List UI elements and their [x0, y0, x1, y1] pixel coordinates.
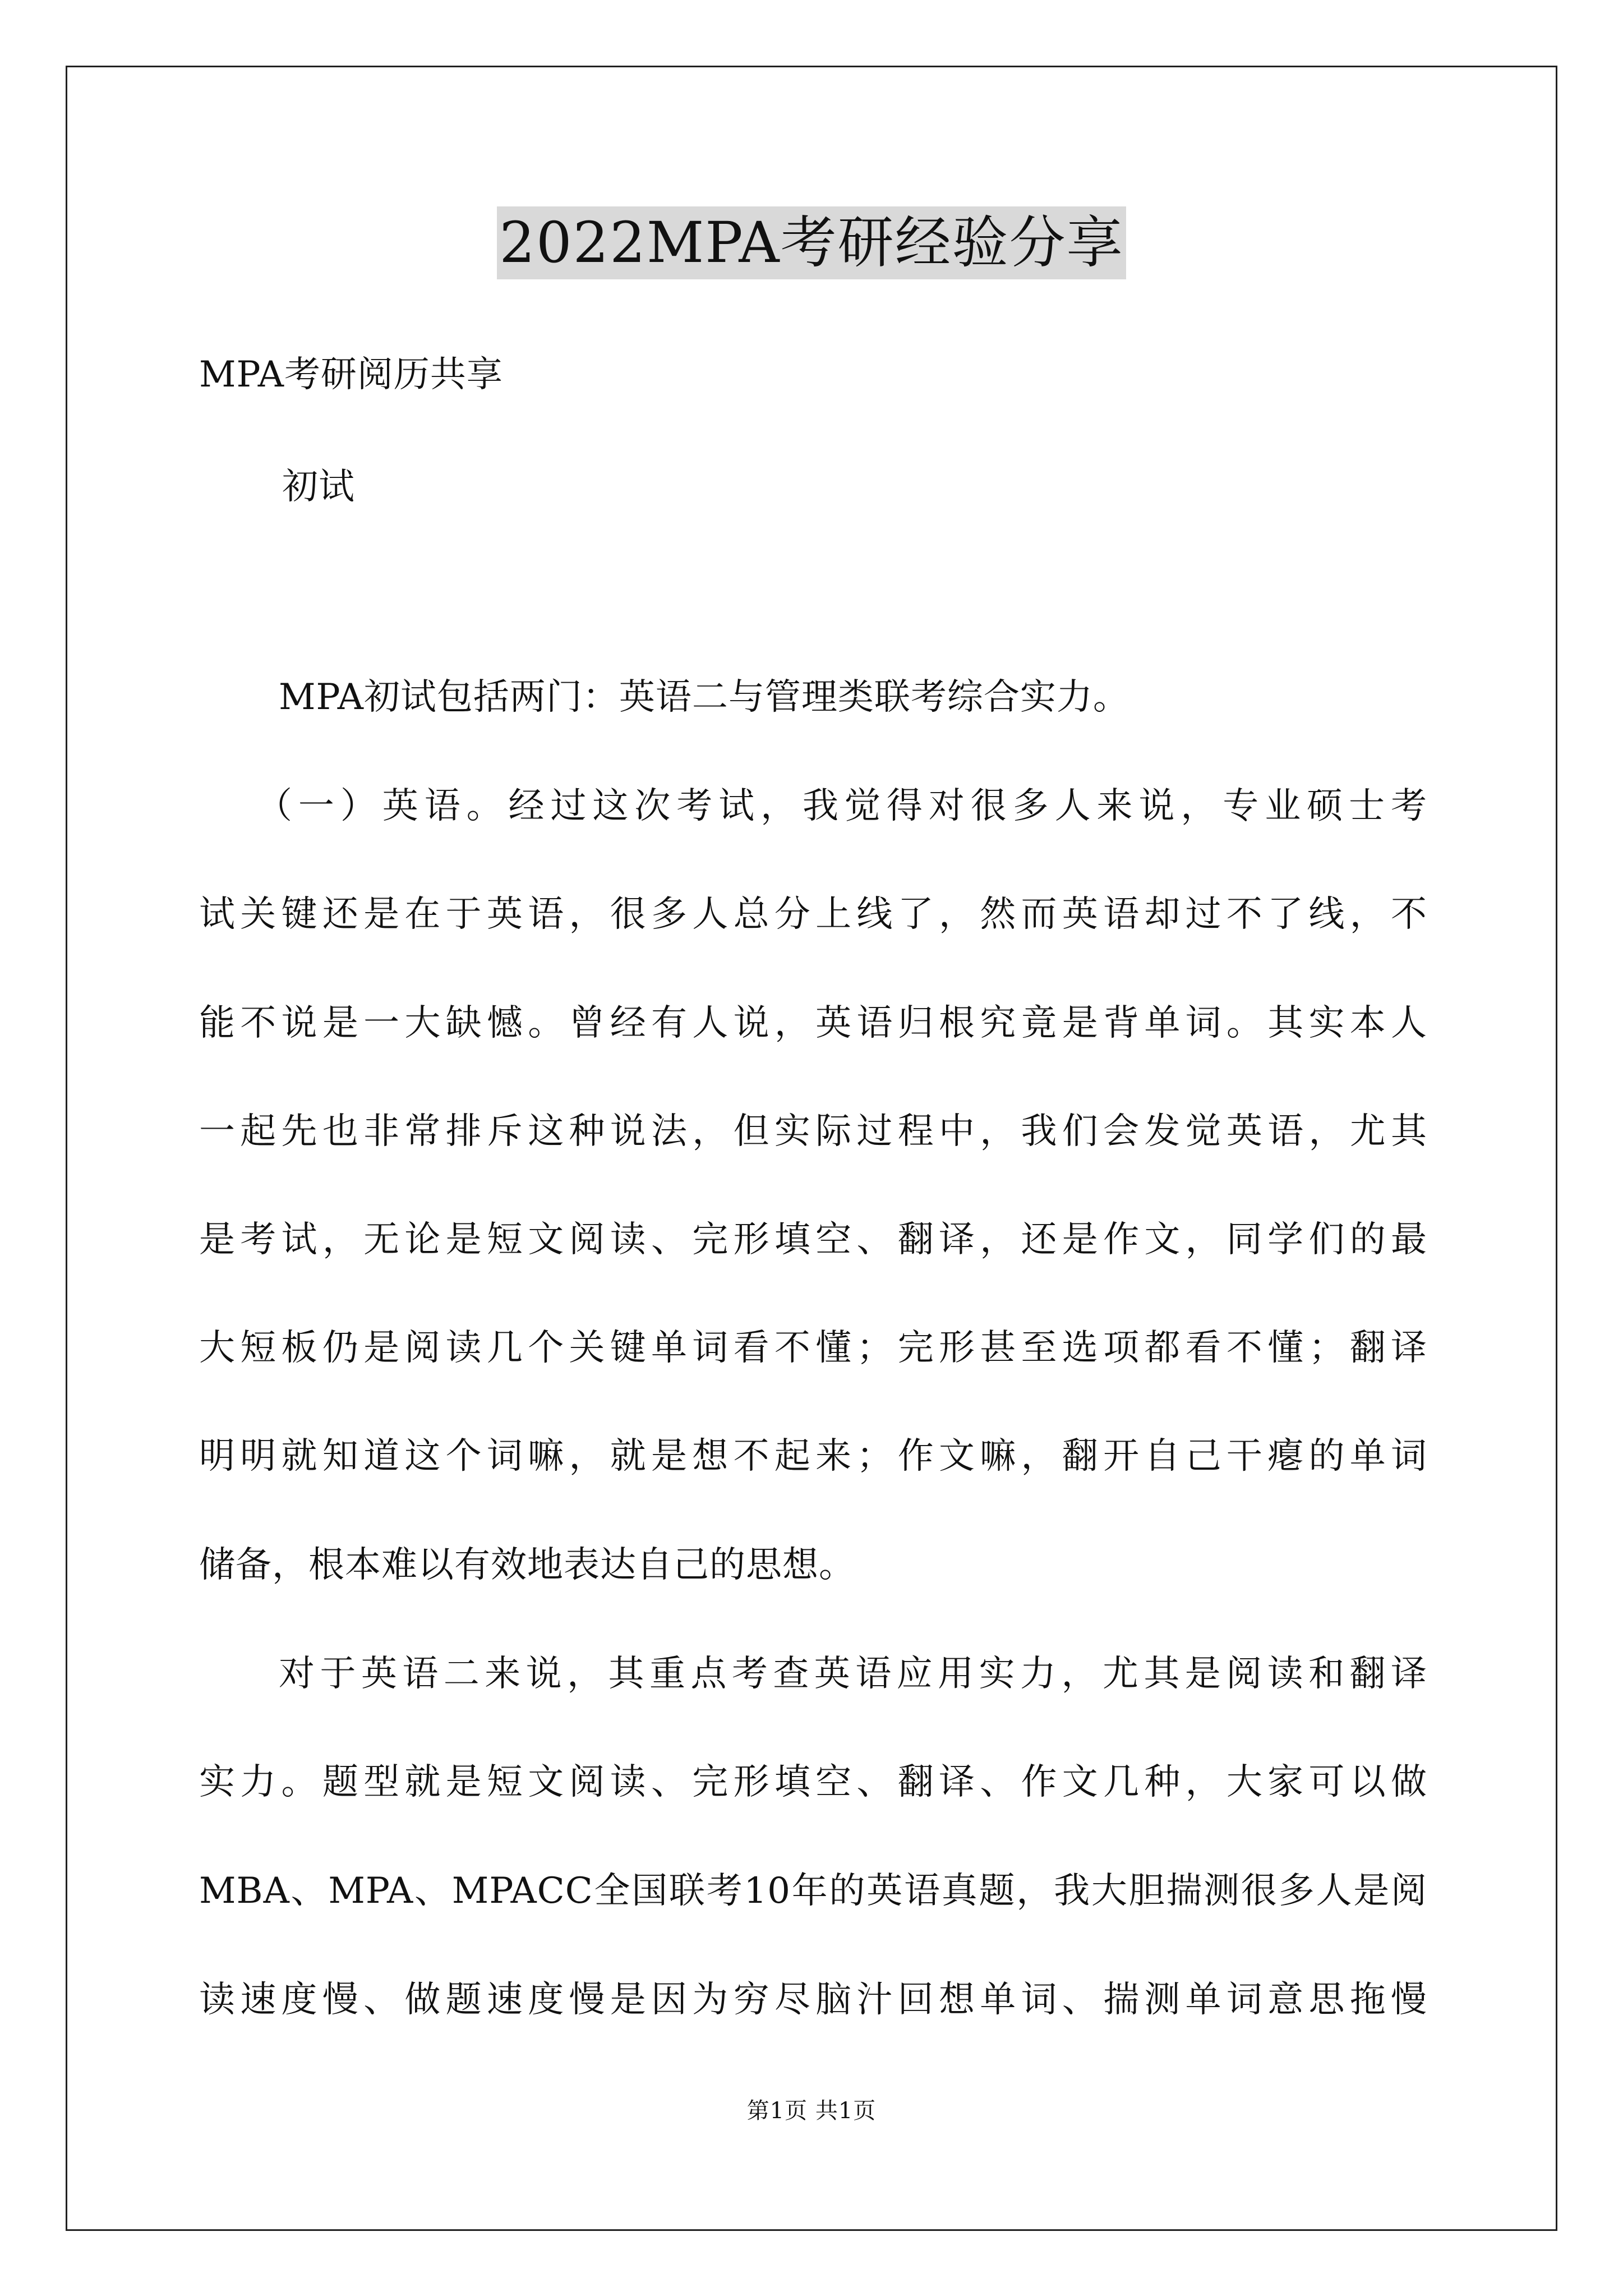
paragraph-line: 一起先也非常排斥这种说法，但实际过程中，我们会发觉英语，尤其	[199, 1111, 1427, 1152]
paragraph-line: 实力。题型就是短文阅读、完形填空、翻译、作文几种，大家可以做	[199, 1761, 1427, 1803]
paragraph-line: 读速度慢、做题速度慢是因为穷尽脑汁回想单词、揣测单词意思拖慢	[199, 1979, 1427, 2021]
title-container	[0, 206, 1623, 279]
paragraph-line: 是考试，无论是短文阅读、完形填空、翻译，还是作文，同学们的最	[199, 1219, 1427, 1260]
paragraph-line: 能不说是一大缺憾。曾经有人说，英语归根究竟是背单词。其实本人	[199, 1002, 1427, 1044]
paragraph-line: 储备，根本难以有效地表达自己的思想。	[199, 1544, 855, 1586]
section-heading: 初试	[282, 466, 355, 508]
paragraph-line: 大短板仍是阅读几个关键单词看不懂；完形甚至选项都看不懂；翻译	[199, 1327, 1427, 1369]
paragraph-line: 试关键还是在于英语，很多人总分上线了，然而英语却过不了线，不	[199, 894, 1427, 935]
document-subtitle: MPA考研阅历共享	[199, 354, 503, 395]
paragraph-line: MPA初试包括两门：英语二与管理类联考综合实力。	[279, 677, 1129, 718]
paragraph-line: 明明就知道这个词嘛，就是想不起来；作文嘛，翻开自己干瘪的单词	[199, 1435, 1427, 1477]
paragraph-line: MBA、MPA、MPACC全国联考10年的英语真题，我大胆揣测很多人是阅	[199, 1870, 1427, 1912]
paragraph-line: （一）英语。经过这次考试，我觉得对很多人来说，专业硕士考	[256, 785, 1427, 827]
document-title: 2022MPA考研经验分享	[497, 206, 1126, 279]
paragraph-line: 对于英语二来说，其重点考查英语应用实力，尤其是阅读和翻译	[279, 1653, 1427, 1695]
page-footer: 第1页 共1页	[746, 2098, 877, 2124]
